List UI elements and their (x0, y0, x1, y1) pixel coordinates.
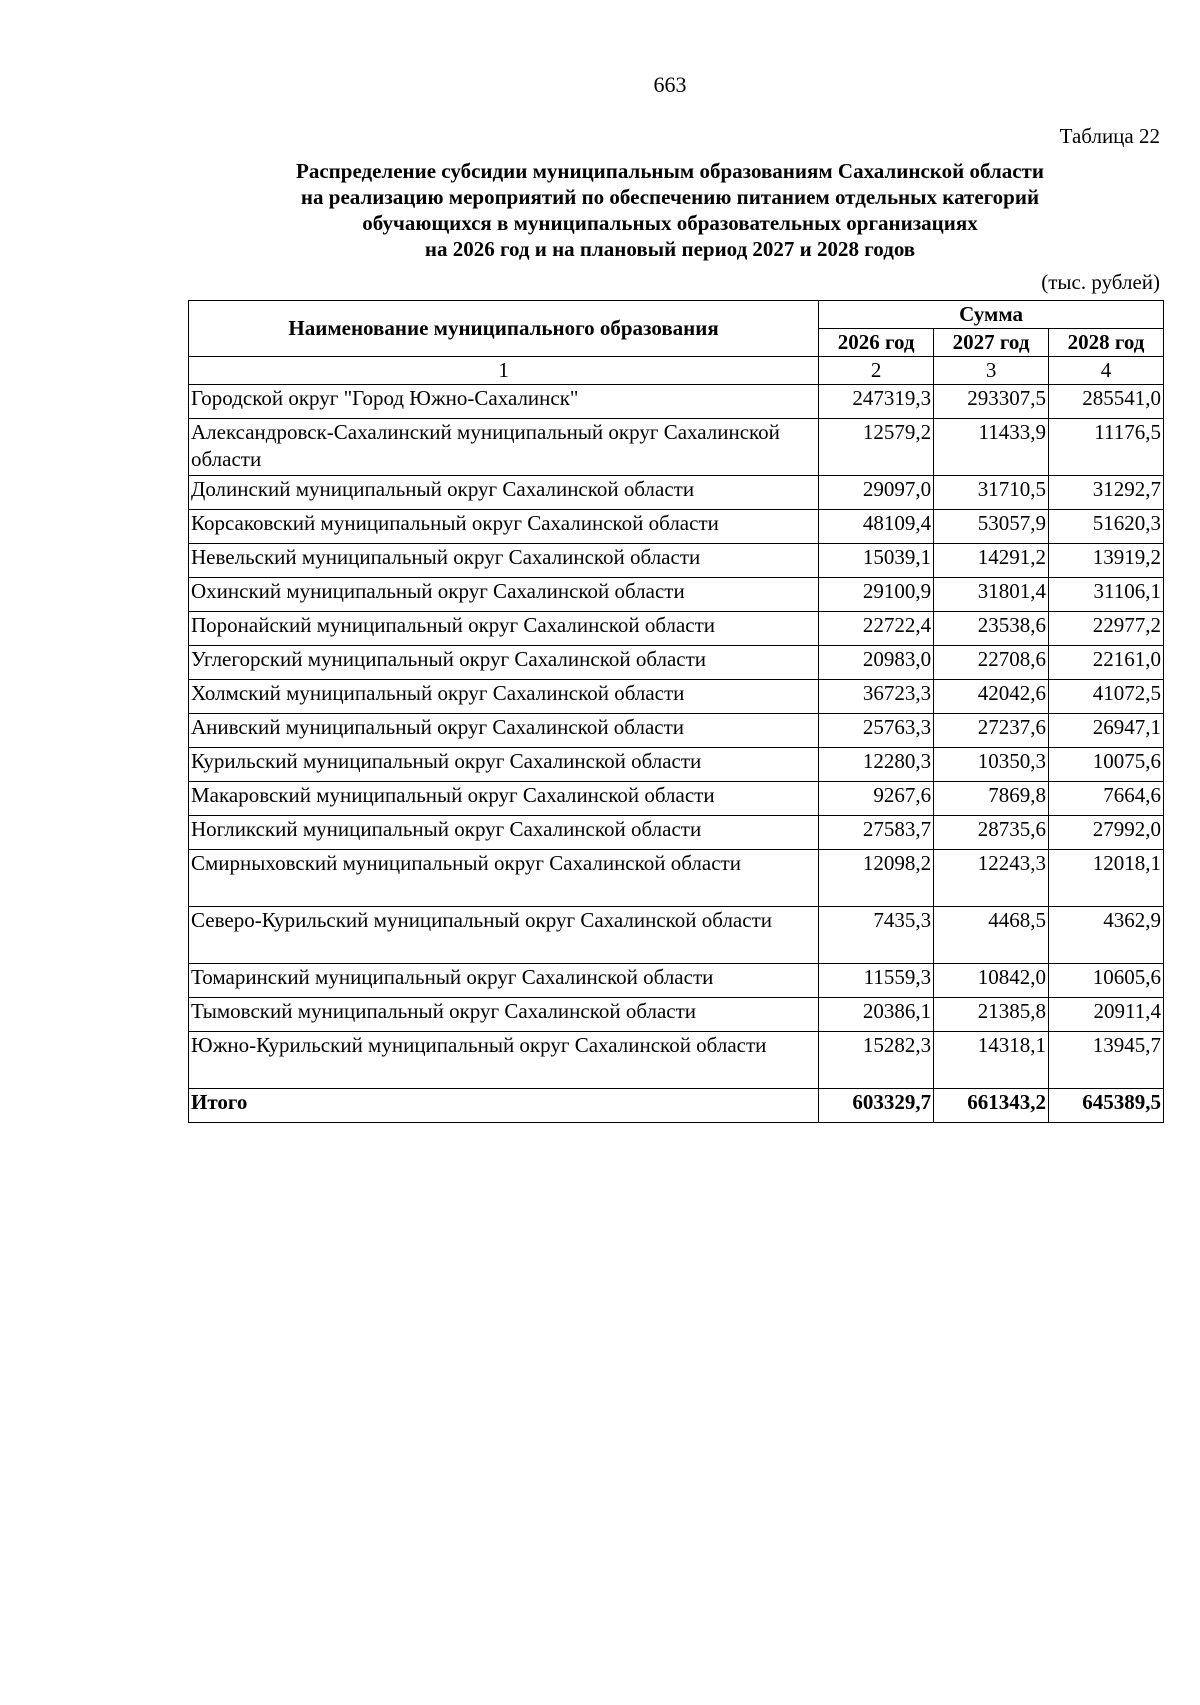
table-row (189, 782, 1164, 816)
total-label: Итого (189, 1089, 819, 1123)
municipality-name: Корсаковский муниципальный округ Сахалинской области (189, 510, 819, 544)
table-label: Таблица 22 (1059, 124, 1160, 148)
value-2028: 31106,1 (1049, 578, 1164, 612)
table-row (189, 680, 1164, 714)
table-row (189, 964, 1164, 998)
municipality-name: Южно-Курильский муниципальный округ Сахалинской области (189, 1032, 819, 1089)
value-2026: 22722,4 (819, 612, 934, 646)
value-2027: 31710,5 (934, 476, 1049, 510)
table-row (189, 998, 1164, 1032)
table-row (189, 816, 1164, 850)
municipality-name: Охинский муниципальный округ Сахалинской области (189, 578, 819, 612)
value-2026: 36723,3 (819, 680, 934, 714)
header-sum: Сумма (819, 301, 1164, 329)
title-line: Распределение субсидии муниципальным образованиям Сахалинской области (296, 159, 1044, 183)
value-2026: 48109,4 (819, 510, 934, 544)
municipality-name: Ногликский муниципальный округ Сахалинской области (189, 816, 819, 850)
municipality-name: Тымовский муниципальный округ Сахалинской области (189, 998, 819, 1032)
value-2027: 27237,6 (934, 714, 1049, 748)
value-2028: 22161,0 (1049, 646, 1164, 680)
table-row (189, 646, 1164, 680)
municipality-name: Невельский муниципальный округ Сахалинской области (189, 544, 819, 578)
table-row (189, 385, 1164, 419)
value-2026: 12280,3 (819, 748, 934, 782)
value-2027: 28735,6 (934, 816, 1049, 850)
value-2026: 25763,3 (819, 714, 934, 748)
value-2028: 12018,1 (1049, 850, 1164, 907)
header-year-2027: 2027 год (934, 329, 1049, 357)
value-2028: 41072,5 (1049, 680, 1164, 714)
value-2027: 4468,5 (934, 907, 1049, 964)
municipality-name: Макаровский муниципальный округ Сахалинской области (189, 782, 819, 816)
municipality-name: Анивский муниципальный округ Сахалинской области (189, 714, 819, 748)
subsidy-table (188, 300, 1164, 1123)
header-year-2028: 2028 год (1049, 329, 1164, 357)
value-2026: 27583,7 (819, 816, 934, 850)
municipality-name: Томаринский муниципальный округ Сахалинской области (189, 964, 819, 998)
value-2027: 10842,0 (934, 964, 1049, 998)
value-2028: 13919,2 (1049, 544, 1164, 578)
value-2026: 12098,2 (819, 850, 934, 907)
value-2026: 12579,2 (819, 419, 934, 476)
total-row (189, 1089, 1164, 1123)
title-line: на 2026 год и на плановый период 2027 и 2028 годов (424, 237, 916, 261)
value-2026: 20983,0 (819, 646, 934, 680)
value-2028: 51620,3 (1049, 510, 1164, 544)
total-2026: 603329,7 (819, 1089, 934, 1123)
value-2027: 14318,1 (934, 1032, 1049, 1089)
column-index: 4 (1049, 357, 1164, 385)
value-2026: 29100,9 (819, 578, 934, 612)
table-body (189, 385, 1164, 1089)
title-line: обучающихся в муниципальных образовательных организациях (362, 211, 978, 235)
table-row (189, 907, 1164, 964)
total-2028: 645389,5 (1049, 1089, 1164, 1123)
table-row (189, 714, 1164, 748)
value-2027: 23538,6 (934, 612, 1049, 646)
page-number: 663 (653, 72, 687, 97)
document-title (190, 158, 1150, 262)
value-2027: 11433,9 (934, 419, 1049, 476)
municipality-name: Городской округ "Город Южно-Сахалинск" (189, 385, 819, 419)
value-2028: 31292,7 (1049, 476, 1164, 510)
header-name: Наименование муниципального образования (189, 301, 819, 357)
municipality-name: Смирныховский муниципальный округ Сахалинской области (189, 850, 819, 907)
value-2028: 7664,6 (1049, 782, 1164, 816)
value-2027: 293307,5 (934, 385, 1049, 419)
units-note: (тыс. рублей) (1041, 270, 1160, 294)
value-2027: 12243,3 (934, 850, 1049, 907)
value-2028: 10605,6 (1049, 964, 1164, 998)
table-row (189, 476, 1164, 510)
table-row (189, 1032, 1164, 1089)
table-row (189, 850, 1164, 907)
value-2027: 14291,2 (934, 544, 1049, 578)
value-2026: 247319,3 (819, 385, 934, 419)
value-2028: 285541,0 (1049, 385, 1164, 419)
total-2027: 661343,2 (934, 1089, 1049, 1123)
value-2026: 29097,0 (819, 476, 934, 510)
value-2026: 15039,1 (819, 544, 934, 578)
table-row (189, 419, 1164, 476)
value-2028: 22977,2 (1049, 612, 1164, 646)
municipality-name: Курильский муниципальный округ Сахалинской области (189, 748, 819, 782)
table-row (189, 578, 1164, 612)
column-index: 1 (189, 357, 819, 385)
value-2028: 20911,4 (1049, 998, 1164, 1032)
table-row (189, 748, 1164, 782)
value-2027: 31801,4 (934, 578, 1049, 612)
title-line: на реализацию мероприятий по обеспечению питанием отдельных категорий (300, 185, 1040, 209)
column-index: 3 (934, 357, 1049, 385)
table-row (189, 612, 1164, 646)
value-2028: 4362,9 (1049, 907, 1164, 964)
value-2028: 10075,6 (1049, 748, 1164, 782)
value-2026: 9267,6 (819, 782, 934, 816)
table-row (189, 510, 1164, 544)
value-2027: 53057,9 (934, 510, 1049, 544)
municipality-name: Александровск-Сахалинский муниципальный округ Сахалинской области (189, 419, 819, 476)
value-2026: 15282,3 (819, 1032, 934, 1089)
municipality-name: Поронайский муниципальный округ Сахалинской области (189, 612, 819, 646)
value-2028: 11176,5 (1049, 419, 1164, 476)
column-index: 2 (819, 357, 934, 385)
municipality-name: Углегорский муниципальный округ Сахалинской области (189, 646, 819, 680)
value-2027: 42042,6 (934, 680, 1049, 714)
value-2028: 13945,7 (1049, 1032, 1164, 1089)
value-2027: 22708,6 (934, 646, 1049, 680)
value-2028: 27992,0 (1049, 816, 1164, 850)
value-2026: 20386,1 (819, 998, 934, 1032)
table-row (189, 544, 1164, 578)
value-2026: 7435,3 (819, 907, 934, 964)
municipality-name: Долинский муниципальный округ Сахалинской области (189, 476, 819, 510)
municipality-name: Северо-Курильский муниципальный округ Сахалинской области (189, 907, 819, 964)
value-2028: 26947,1 (1049, 714, 1164, 748)
value-2027: 21385,8 (934, 998, 1049, 1032)
value-2026: 11559,3 (819, 964, 934, 998)
municipality-name: Холмский муниципальный округ Сахалинской области (189, 680, 819, 714)
header-year-2026: 2026 год (819, 329, 934, 357)
value-2027: 7869,8 (934, 782, 1049, 816)
value-2027: 10350,3 (934, 748, 1049, 782)
